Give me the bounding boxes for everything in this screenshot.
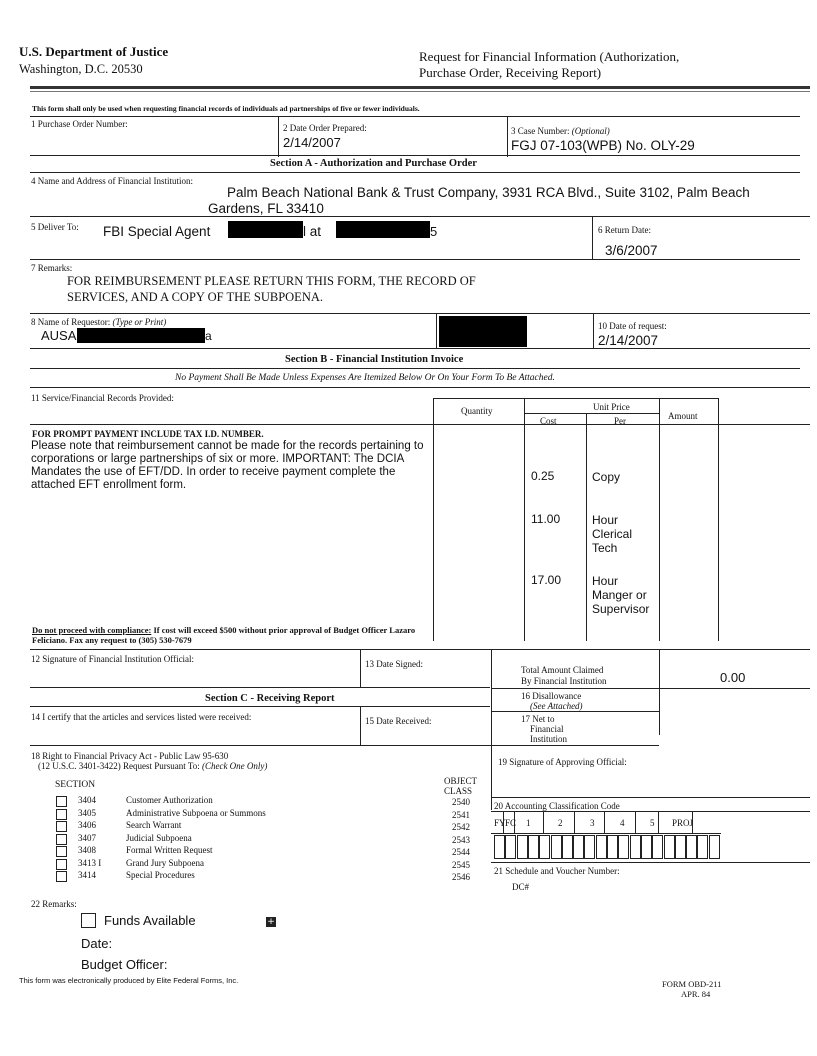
- accounting-column-header: PROJ: [672, 818, 694, 828]
- accounting-column-header: 1: [526, 818, 531, 828]
- item-per: Hour Manger or Supervisor: [592, 574, 650, 616]
- case-number-value[interactable]: FGJ 07-103(WPB) No. OLY-29: [511, 138, 695, 153]
- rule: [491, 862, 810, 863]
- accounting-code-box[interactable]: [562, 835, 573, 859]
- return-date-label: 6 Return Date:: [598, 225, 651, 235]
- object-class-code: 2544: [452, 847, 470, 857]
- object-class-header2: CLASS: [444, 786, 473, 796]
- privacy-option-checkbox[interactable]: [56, 821, 67, 832]
- item-cost: 0.25: [531, 469, 555, 483]
- disallowance-label: 16 Disallowance: [521, 691, 582, 701]
- privacy-option-label: Grand Jury Subpoena: [126, 857, 204, 868]
- accounting-code-box[interactable]: [551, 835, 562, 859]
- section-c-title: Section C - Receiving Report: [205, 693, 335, 704]
- rule: [30, 348, 810, 349]
- accounting-code-box[interactable]: [528, 835, 539, 859]
- divider: [507, 117, 508, 157]
- accounting-code-box[interactable]: [664, 835, 675, 859]
- rule: [30, 687, 490, 688]
- net-label2: Financial: [530, 724, 564, 734]
- remarks-line1: FOR REIMBURSEMENT PLEASE RETURN THIS FORM, THE RECORD OF: [67, 274, 476, 288]
- item-cost: 11.00: [531, 512, 561, 526]
- case-label-optional: (Optional): [571, 126, 610, 136]
- privacy-option-checkbox[interactable]: [56, 871, 67, 882]
- redaction-box: [228, 221, 303, 238]
- remarks22-date: Date:: [81, 936, 113, 951]
- request-date-value[interactable]: 2/14/2007: [598, 333, 659, 348]
- total-claimed-label2: By Financial Institution: [521, 676, 607, 686]
- requestor-label: [31, 317, 166, 327]
- deliver-to-value[interactable]: FBI Special Agent: [103, 224, 211, 239]
- rule: [30, 424, 810, 425]
- accounting-code-box[interactable]: [505, 835, 516, 859]
- requestor-end: a: [205, 329, 212, 343]
- accounting-code-box[interactable]: [686, 835, 697, 859]
- accounting-divider: [543, 812, 544, 833]
- divider: [718, 398, 719, 641]
- rule: [30, 172, 800, 173]
- rule: [30, 216, 810, 217]
- object-class-code: 2540: [452, 797, 470, 807]
- disallowance-sub: (See Attached): [530, 701, 583, 711]
- request-date-label: 10 Date of request:: [598, 321, 667, 331]
- privacy-option-checkbox[interactable]: [56, 834, 67, 845]
- accounting-rule: [491, 833, 721, 834]
- institution-signature-label: 12 Signature of Financial Institution Official:: [31, 654, 195, 664]
- privacy-option-section: 3408: [78, 845, 96, 855]
- privacy-option-label: Customer Authorization: [126, 795, 213, 805]
- accounting-divider: [604, 812, 605, 833]
- remarks22-label: 22 Remarks:: [31, 899, 77, 909]
- divider: [491, 650, 492, 810]
- privacy-option-section: 3404: [78, 795, 96, 805]
- accounting-code-box[interactable]: [697, 835, 708, 859]
- accounting-divider: [658, 812, 659, 833]
- accounting-divider: [574, 812, 575, 833]
- divider: [592, 217, 593, 260]
- section-b-title: Section B - Financial Institution Invoice: [285, 354, 464, 365]
- rule: [30, 387, 810, 388]
- privacy-option-label: Search Warrant: [126, 820, 182, 830]
- redaction-box: [439, 316, 527, 347]
- divider: [659, 398, 660, 641]
- header-rule: [30, 86, 810, 89]
- privacy-act-label2: [38, 761, 267, 771]
- accounting-column-header: FY: [494, 818, 506, 828]
- accounting-column-header: 5: [650, 818, 655, 828]
- net-label3: Institution: [530, 734, 568, 744]
- total-amount-value: 0.00: [720, 670, 746, 685]
- compliance-notice: [32, 625, 422, 645]
- header-rule-thin: [30, 91, 810, 92]
- rule: [30, 649, 810, 650]
- accounting-divider: [503, 812, 504, 833]
- rule: [491, 688, 810, 689]
- rule: [491, 745, 659, 746]
- accounting-code-box[interactable]: [641, 835, 652, 859]
- reimbursement-text: Please note that reimbursement cannot be made for the records pertaining to corporations or large partnerships of six or more. IMPORTANT: The DCIA Mandates the use of EFT/DD. In order to receive payment complete the attached EFT enrollment form.: [31, 440, 424, 491]
- privacy-option-label: Formal Written Request: [126, 845, 213, 855]
- object-class-header1: OBJECT: [444, 776, 478, 786]
- section-column-header: SECTION: [55, 780, 96, 790]
- accounting-code-box[interactable]: [573, 835, 584, 859]
- usage-notice: This form shall only be used when requesting financial records of individuals ad partnerships of five or fewer individuals.: [32, 104, 420, 113]
- rule: [30, 259, 800, 260]
- form-date: APR. 84: [681, 989, 711, 999]
- redaction-box: [77, 328, 205, 343]
- institution-label: 4 Name and Address of Financial Institution:: [31, 176, 193, 186]
- produced-by-footer: This form was electronically produced by Elite Federal Forms, Inc.: [19, 976, 239, 985]
- accounting-code-label: 20 Accounting Classification Code: [494, 801, 620, 811]
- accounting-code-box[interactable]: [630, 835, 641, 859]
- object-class-code: 2542: [452, 822, 470, 832]
- institution-line2[interactable]: Gardens, FL 33410: [208, 201, 324, 216]
- accounting-column-header: 3: [590, 818, 595, 828]
- accounting-column-header: 2: [558, 818, 563, 828]
- divider: [360, 707, 361, 745]
- accounting-code-box[interactable]: [596, 835, 607, 859]
- accounting-divider: [514, 812, 515, 833]
- per-header: Per: [614, 416, 626, 426]
- privacy-option-checkbox[interactable]: [56, 859, 67, 870]
- unit-price-header: Unit Price: [593, 402, 630, 412]
- item-per: Copy: [592, 470, 621, 484]
- redaction-box: [336, 221, 430, 238]
- accounting-code-box[interactable]: [607, 835, 618, 859]
- privacy-option-section: 3405: [78, 807, 96, 818]
- privacy-act-text: (12 U.S.C. 3401-3422) Request Pursuant To:: [38, 761, 202, 771]
- privacy-option-label: Administrative Subpoena or Summons: [126, 807, 266, 818]
- object-class-code: 2543: [452, 834, 470, 845]
- accounting-code-box[interactable]: [675, 835, 686, 859]
- funds-available-checkbox[interactable]: [81, 913, 96, 928]
- case-label-text: 3 Case Number:: [511, 126, 572, 136]
- object-class-code: 2546: [452, 872, 470, 882]
- privacy-act-label1: 18 Right to Financial Privacy Act - Public Law 95-630: [31, 751, 229, 761]
- remarks-line2: SERVICES, AND A COPY OF THE SUBPOENA.: [67, 290, 323, 304]
- deliver-to-label: 5 Deliver To:: [31, 222, 79, 232]
- rule: [30, 706, 490, 707]
- plus-icon[interactable]: +: [267, 917, 275, 927]
- remarks-label: 7 Remarks:: [31, 263, 73, 273]
- accounting-code-box[interactable]: [517, 835, 528, 859]
- divider: [524, 398, 525, 641]
- rule: [491, 797, 810, 798]
- rule: [433, 398, 718, 399]
- total-claimed-label1: Total Amount Claimed: [521, 665, 604, 675]
- funds-available-label: Funds Available: [104, 913, 196, 928]
- department-name: U.S. Department of Justice: [19, 44, 169, 59]
- privacy-option-section: 3413 I: [78, 857, 102, 868]
- divider: [278, 117, 279, 157]
- object-class-code: 2541: [452, 809, 470, 820]
- divider: [360, 650, 361, 687]
- quantity-header: Quantity: [461, 406, 493, 416]
- privacy-option-section: 3406: [78, 820, 96, 830]
- divider: [659, 650, 660, 735]
- form-number: FORM OBD-211: [662, 979, 722, 989]
- services-label: 11 Service/Financial Records Provided:: [31, 393, 174, 403]
- divider: [593, 314, 594, 348]
- approving-official-label: 19 Signature of Approving Official:: [498, 757, 627, 767]
- item-per: Hour Clerical Tech: [592, 513, 633, 555]
- accounting-code-box[interactable]: [494, 835, 505, 859]
- accounting-divider: [635, 812, 636, 833]
- privacy-option-section: 3407: [78, 832, 96, 843]
- rule: [30, 368, 800, 369]
- po-number-label: 1 Purchase Order Number:: [31, 119, 128, 129]
- institution-line1[interactable]: Palm Beach National Bank & Trust Company, 3931 RCA Blvd., Suite 3102, Palm Beach: [227, 185, 750, 200]
- schedule-voucher-label: 21 Schedule and Voucher Number:: [494, 866, 620, 876]
- object-class-code: 2545: [452, 859, 470, 870]
- accounting-code-box[interactable]: [618, 835, 629, 859]
- privacy-act-optional: (Check One Only): [201, 761, 268, 771]
- accounting-code-box[interactable]: [709, 835, 720, 859]
- rule: [491, 811, 810, 812]
- compliance-text: If cost will exceed $500 without prior approval of Budget Officer Lazaro Feliciano. Fax any request to (305) 530-7679: [32, 625, 416, 645]
- accounting-column-header: 4: [620, 818, 625, 828]
- divider: [586, 413, 587, 641]
- net-label1: 17 Net to: [521, 714, 555, 724]
- privacy-option-checkbox[interactable]: [56, 846, 67, 857]
- cost-header: Cost: [540, 416, 557, 426]
- rule: [30, 745, 491, 746]
- no-payment-notice: No Payment Shall Be Made Unless Expenses Are Itemized Below Or On Your Form To Be Attached.: [175, 373, 555, 383]
- rule: [30, 155, 800, 156]
- budget-officer-label: Budget Officer:: [81, 957, 168, 972]
- rule: [524, 413, 659, 414]
- amount-header: Amount: [668, 411, 698, 421]
- privacy-option-label: Judicial Subpoena: [126, 832, 192, 843]
- case-number-label: [511, 126, 610, 136]
- rule: [30, 313, 810, 314]
- date-prepared-label: 2 Date Order Prepared:: [283, 123, 367, 133]
- requestor-value[interactable]: AUSA: [41, 328, 77, 343]
- tax-id-notice: FOR PROMPT PAYMENT INCLUDE TAX I.D. NUMBER.: [32, 429, 264, 439]
- divider: [433, 398, 434, 641]
- section-a-title: Section A - Authorization and Purchase Order: [270, 158, 477, 169]
- deliver-to-end: 5: [430, 224, 438, 239]
- item-cost: 17.00: [531, 573, 562, 587]
- privacy-option-checkbox[interactable]: [56, 809, 67, 820]
- compliance-warning: Do not proceed with compliance:: [32, 625, 152, 635]
- certify-label: 14 I certify that the articles and services listed were received:: [31, 712, 252, 722]
- department-address: Washington, D.C. 20530: [19, 62, 143, 76]
- form-title-line1: Request for Financial Information (Authorization,: [419, 49, 680, 64]
- date-signed-label: 13 Date Signed:: [365, 659, 423, 669]
- privacy-option-checkbox[interactable]: [56, 796, 67, 807]
- date-received-label: 15 Date Received:: [365, 716, 432, 726]
- accounting-column-header: FC: [505, 818, 517, 828]
- dc-number-label: DC#: [512, 882, 530, 892]
- rule: [30, 116, 800, 117]
- requestor-label-text: 8 Name of Requestor:: [31, 317, 113, 327]
- date-prepared-value[interactable]: 2/14/2007: [283, 135, 341, 150]
- accounting-code-box[interactable]: [652, 835, 663, 859]
- privacy-option-section: 3414: [78, 870, 96, 880]
- return-date-value[interactable]: 3/6/2007: [605, 243, 658, 258]
- privacy-option-label: Special Procedures: [126, 870, 195, 880]
- accounting-code-box[interactable]: [539, 835, 550, 859]
- accounting-divider: [692, 812, 693, 833]
- requestor-label-optional: (Type or Print): [112, 317, 167, 327]
- form-title-line2: Purchase Order, Receiving Report): [419, 65, 602, 80]
- divider: [436, 314, 437, 348]
- accounting-code-box[interactable]: [584, 835, 595, 859]
- deliver-to-at: l at: [303, 224, 322, 239]
- rule: [491, 711, 659, 712]
